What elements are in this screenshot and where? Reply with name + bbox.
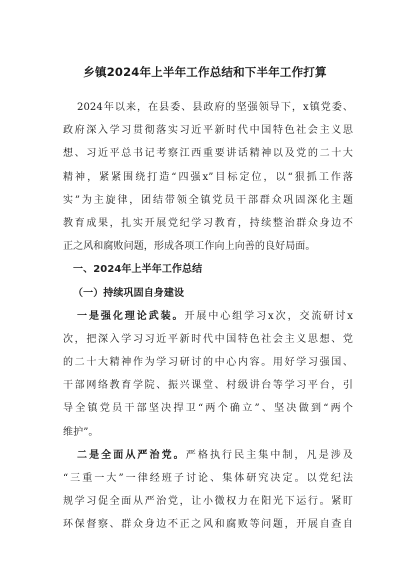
text-line: 正之风和腐败问题，形成各项工作向上向善的良好局面。 bbox=[63, 241, 316, 253]
document-title: 乡镇2024年上半年工作总结和下半年工作打算 bbox=[83, 65, 327, 79]
text-line: 实”为主旋律，团结带领全镇党员干部群众巩固深化主题 bbox=[63, 194, 353, 206]
paragraph-text: 严格执行民主集中制，凡是涉及 bbox=[185, 449, 353, 461]
intro-paragraph bbox=[63, 96, 353, 258]
text-line: 想、习近平总书记考察江西重要讲话精神以及党的二十大 bbox=[63, 148, 353, 160]
subsection-heading: （一）持续巩固自身建设 bbox=[73, 287, 185, 299]
text-line: 维护”。 bbox=[63, 426, 99, 438]
paragraph-discipline bbox=[63, 444, 353, 537]
text-line bbox=[63, 444, 353, 467]
section-heading: 一、2024年上半年工作总结 bbox=[73, 264, 203, 276]
paragraph-lead: 一是强化理论武装。 bbox=[77, 310, 185, 322]
text-line: 规学习促全面从严治党，让小微权力在阳光下运行。紧盯 bbox=[63, 496, 353, 508]
text-line: 教育成果，扎实开展党纪学习教育，持续整治群众身边不 bbox=[63, 217, 353, 229]
document-body bbox=[63, 96, 353, 537]
text-line: 政府深入学习贯彻落实习近平新时代中国特色社会主义思 bbox=[63, 125, 353, 137]
text-line: “三重一大”一律经班子讨论、集体研究决定。以党纪法 bbox=[63, 473, 353, 484]
paragraph-text: 开展中心组学习x次，交流研讨x bbox=[184, 310, 353, 322]
text-line bbox=[63, 305, 353, 328]
paragraph-lead: 二是全面从严治党。 bbox=[77, 449, 186, 461]
text-line: 环保督察、群众身边不正之风和腐败等问题，开展自查自 bbox=[63, 519, 353, 531]
text-line: 的二十大精神作为学习研讨的中心内容。用好学习强国、 bbox=[63, 357, 353, 369]
text-line: 2024年以来，在县委、县政府的坚强领导下，x镇党委、 bbox=[77, 102, 353, 113]
text-line: 干部网络教育学院、振兴课堂、村级讲台等学习平台，引 bbox=[63, 380, 353, 392]
text-line: 精神，紧紧围绕打造“四强x”目标定位，以“狠抓工作落 bbox=[63, 171, 353, 183]
text-line: 次，把深入学习习近平新时代中国特色社会主义思想、党 bbox=[63, 333, 353, 345]
paragraph-theory bbox=[63, 305, 353, 444]
text-line: 导全镇党员干部坚决捍卫“两个确立”、坚决做到“两个 bbox=[63, 403, 353, 415]
